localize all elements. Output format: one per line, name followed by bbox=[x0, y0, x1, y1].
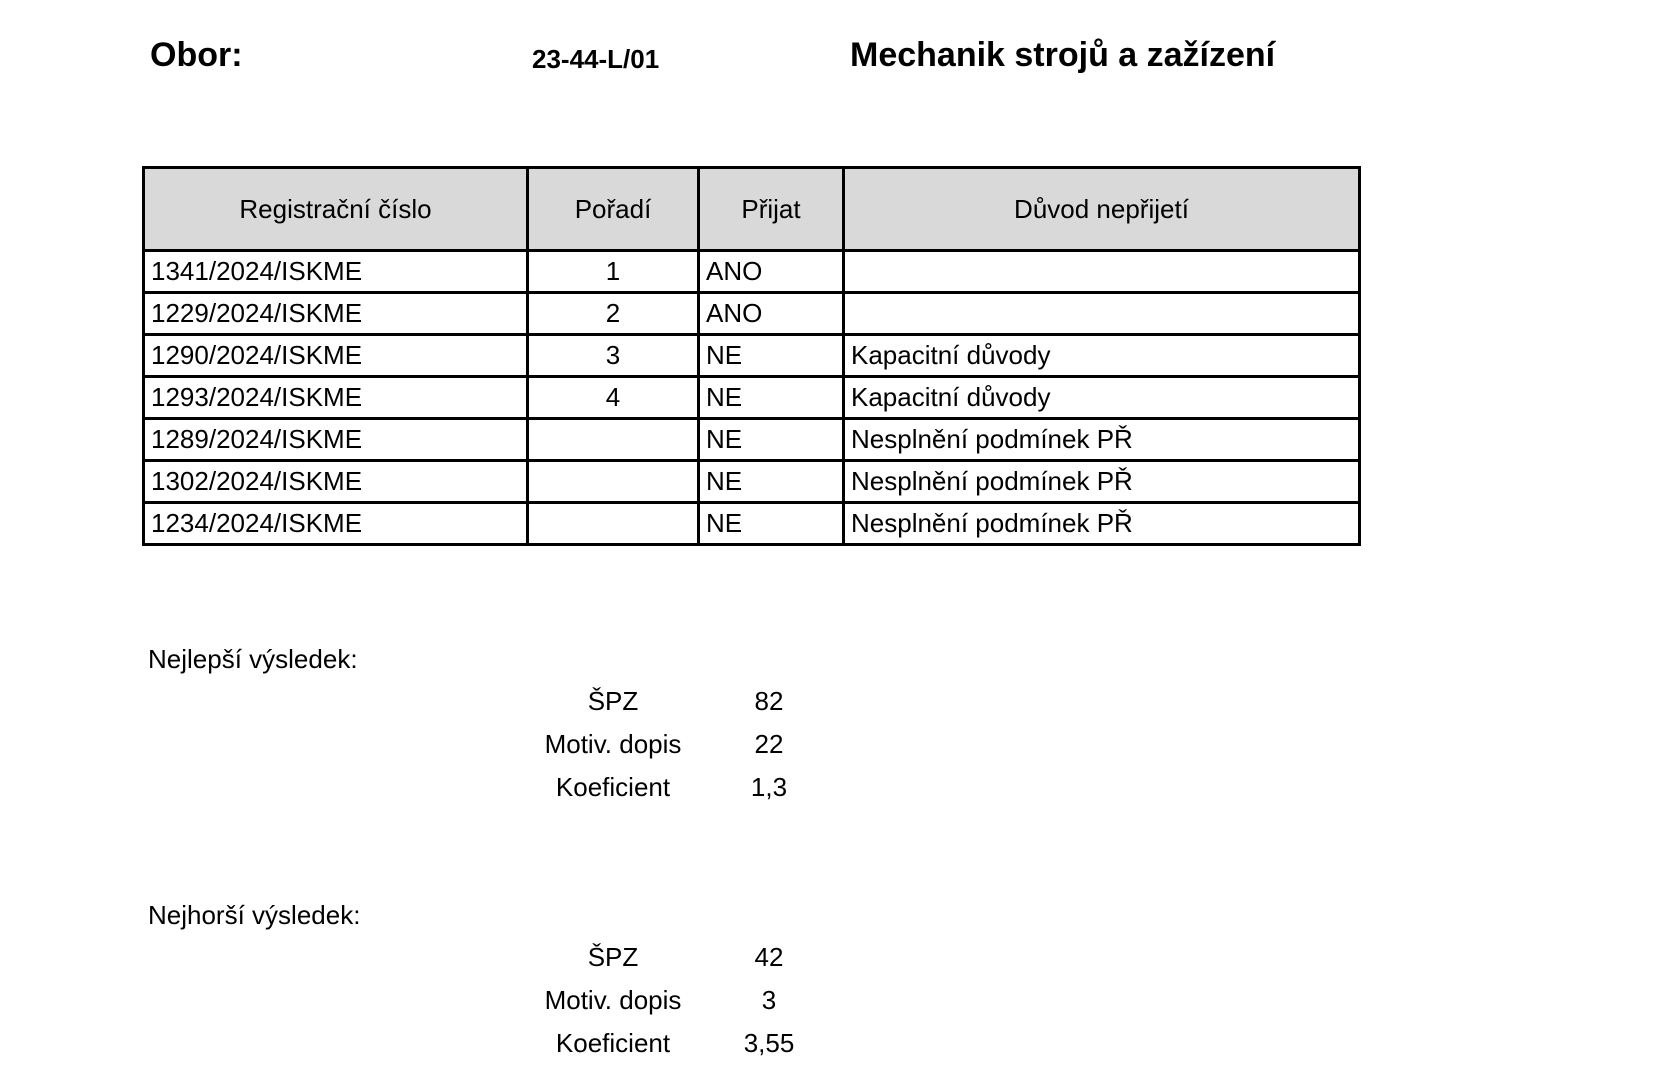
table-row bbox=[144, 335, 1360, 377]
cell-accepted: NE bbox=[699, 335, 844, 377]
admission-results-table bbox=[142, 166, 1361, 546]
stat-row bbox=[530, 680, 842, 723]
column-header-accepted: Přijat bbox=[699, 168, 844, 251]
cell-rank bbox=[528, 419, 699, 461]
stat-row bbox=[530, 979, 842, 1022]
cell-rank: 1 bbox=[528, 251, 699, 293]
stat-value: 1,3 bbox=[750, 772, 788, 802]
stat-value: 22 bbox=[754, 729, 784, 759]
cell-rank: 3 bbox=[528, 335, 699, 377]
worst-result-label: Nejhorší výsledek: bbox=[148, 900, 361, 930]
field-name: Mechanik strojů a zažízení bbox=[850, 36, 1276, 74]
cell-accepted: NE bbox=[699, 503, 844, 545]
table-row bbox=[144, 419, 1360, 461]
cell-registration-number: 1341/2024/ISKME bbox=[144, 251, 528, 293]
best-result-label: Nejlepší výsledek: bbox=[148, 644, 358, 674]
column-header-rejection-reason: Důvod nepřijetí bbox=[844, 168, 1360, 251]
cell-accepted: NE bbox=[699, 419, 844, 461]
stat-key: Motiv. dopis bbox=[544, 729, 682, 759]
cell-registration-number: 1234/2024/ISKME bbox=[144, 503, 528, 545]
cell-registration-number: 1302/2024/ISKME bbox=[144, 461, 528, 503]
table-row bbox=[144, 377, 1360, 419]
cell-accepted: ANO bbox=[699, 293, 844, 335]
field-label: Obor: bbox=[150, 36, 243, 74]
cell-rejection-reason: Nesplnění podmínek PŘ bbox=[844, 503, 1360, 545]
column-header-rank: Pořadí bbox=[528, 168, 699, 251]
stat-key: Koeficient bbox=[555, 1028, 671, 1058]
stat-key: ŠPZ bbox=[587, 942, 639, 972]
cell-rejection-reason bbox=[844, 293, 1360, 335]
cell-rejection-reason: Nesplnění podmínek PŘ bbox=[844, 419, 1360, 461]
table-row bbox=[144, 251, 1360, 293]
cell-rank: 4 bbox=[528, 377, 699, 419]
field-code: 23-44-L/01 bbox=[532, 44, 660, 74]
cell-rank bbox=[528, 503, 699, 545]
cell-accepted: ANO bbox=[699, 251, 844, 293]
cell-registration-number: 1290/2024/ISKME bbox=[144, 335, 528, 377]
column-header-registration-number: Registrační číslo bbox=[144, 168, 528, 251]
cell-rank bbox=[528, 461, 699, 503]
stat-value: 42 bbox=[754, 942, 784, 972]
cell-rejection-reason: Nesplnění podmínek PŘ bbox=[844, 461, 1360, 503]
cell-rank: 2 bbox=[528, 293, 699, 335]
table-header-row bbox=[144, 168, 1360, 251]
stat-row bbox=[530, 1022, 842, 1065]
cell-registration-number: 1289/2024/ISKME bbox=[144, 419, 528, 461]
stat-value: 82 bbox=[754, 686, 784, 716]
stat-row bbox=[530, 723, 842, 766]
cell-rejection-reason: Kapacitní důvody bbox=[844, 335, 1360, 377]
cell-accepted: NE bbox=[699, 377, 844, 419]
stat-row bbox=[530, 766, 842, 809]
stat-key: Koeficient bbox=[555, 772, 671, 802]
stat-key: ŠPZ bbox=[587, 686, 639, 716]
best-result-stats bbox=[530, 680, 842, 809]
stat-value: 3,55 bbox=[743, 1028, 795, 1058]
table-row bbox=[144, 503, 1360, 545]
stat-value: 3 bbox=[761, 985, 777, 1015]
stat-row bbox=[530, 936, 842, 979]
worst-result-stats bbox=[530, 936, 842, 1065]
cell-registration-number: 1229/2024/ISKME bbox=[144, 293, 528, 335]
cell-rejection-reason: Kapacitní důvody bbox=[844, 377, 1360, 419]
table-row bbox=[144, 293, 1360, 335]
cell-registration-number: 1293/2024/ISKME bbox=[144, 377, 528, 419]
cell-rejection-reason bbox=[844, 251, 1360, 293]
stat-key: Motiv. dopis bbox=[544, 985, 682, 1015]
cell-accepted: NE bbox=[699, 461, 844, 503]
table-row bbox=[144, 461, 1360, 503]
